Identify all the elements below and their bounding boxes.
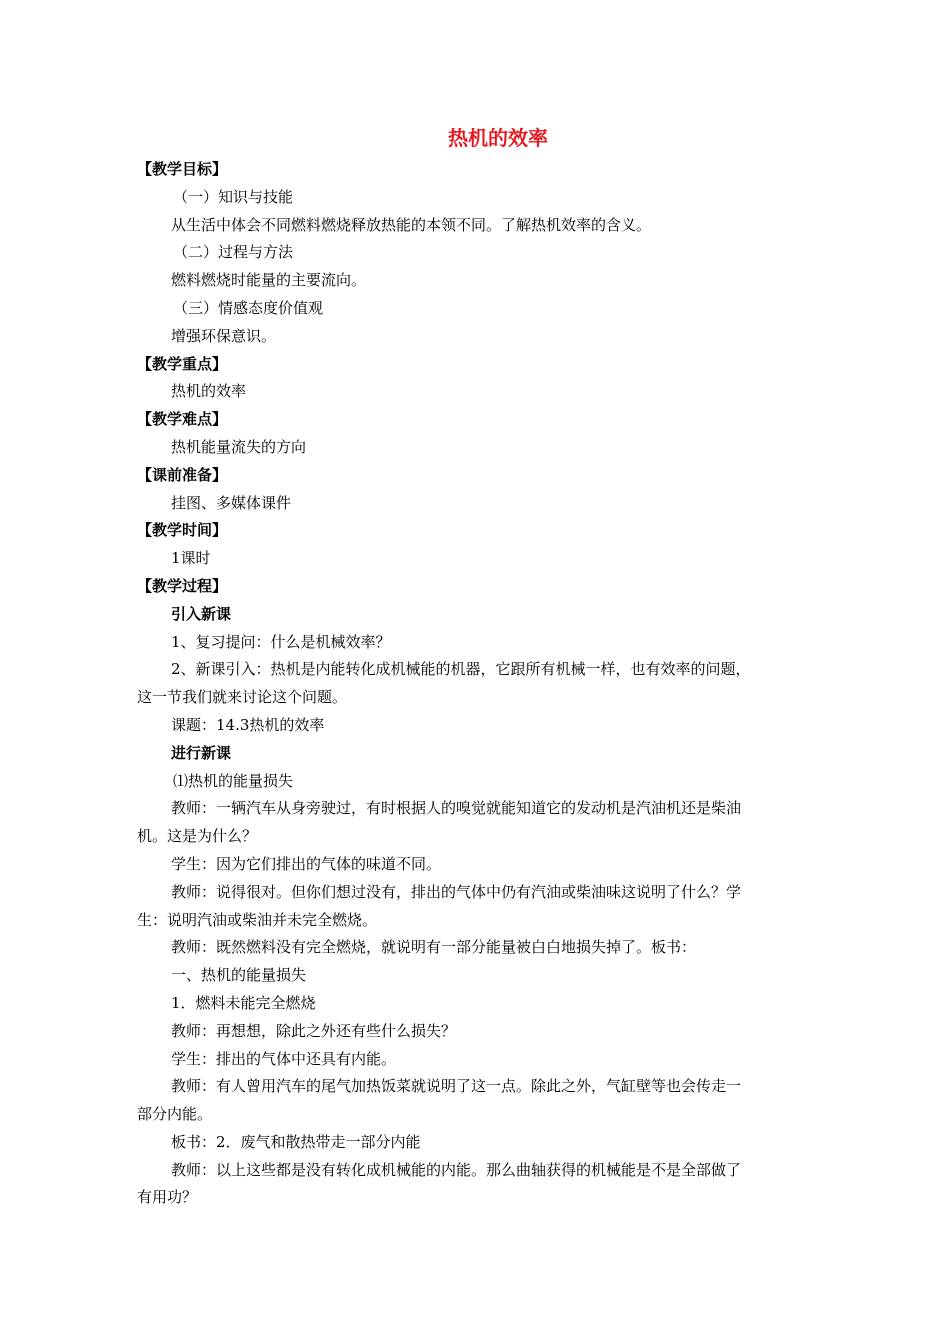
text-line: 课题：14.3热机的效率 bbox=[171, 715, 325, 734]
objective-subheading: （一）知识与技能 bbox=[173, 187, 294, 206]
section-heading: 【教学目标】 bbox=[137, 160, 228, 178]
objective-subheading: （二）过程与方法 bbox=[173, 243, 294, 262]
text-line: 教师：一辆汽车从身旁驶过，有时根据人的嗅觉就能知道它的发动机是汽油机还是柴油 bbox=[171, 799, 742, 818]
text-line: 从生活中体会不同燃料燃烧释放热能的本领不同。了解热机效率的含义。 bbox=[171, 215, 652, 234]
document-title: 热机的效率 bbox=[448, 126, 548, 150]
subsection-heading: 引入新课 bbox=[171, 604, 232, 623]
text-line: 热机能量流失的方向 bbox=[171, 437, 307, 456]
text-line: 燃料燃烧时能量的主要流向。 bbox=[171, 271, 367, 290]
text-line: 2、新课引入：热机是内能转化成机械能的机器，它跟所有机械一样，也有效率的问题， bbox=[171, 660, 751, 679]
objective-subheading: ⑴热机的能量损失 bbox=[173, 771, 294, 790]
section-heading: 【教学重点】 bbox=[137, 354, 228, 373]
subsection-heading: 进行新课 bbox=[171, 743, 232, 762]
text-line: 教师：有人曾用汽车的尾气加热饭菜就说明了这一点。除此之外，气缸壁等也会传走一 bbox=[171, 1077, 742, 1096]
section-heading: 【教学难点】 bbox=[137, 410, 228, 429]
text-line: 1．燃料未能完全燃烧 bbox=[171, 993, 316, 1012]
text-line: 1、复习提问：什么是机械效率？ bbox=[171, 632, 391, 651]
text-line: 教师：说得很对。但你们想过没有，排出的气体中仍有汽油或柴油味这说明了什么？学 bbox=[171, 882, 742, 901]
text-line: 学生：因为它们排出的气体的味道不同。 bbox=[171, 854, 442, 873]
text-line: 教师：以上这些都是没有转化成机械能的内能。那么曲轴获得的机械能是不是全部做了 bbox=[171, 1160, 742, 1179]
section-heading: 【课前准备】 bbox=[137, 465, 228, 484]
text-line-continuation: 生：说明汽油或柴油并未完全燃烧。 bbox=[137, 910, 378, 929]
section-heading: 【教学时间】 bbox=[137, 521, 228, 540]
text-line: 教师：既然燃料没有完全燃烧，就说明有一部分能量被白白地损失掉了。板书： bbox=[171, 938, 697, 957]
document-body bbox=[137, 156, 827, 1212]
text-line: 挂图、多媒体课件 bbox=[171, 493, 292, 512]
text-line: 教师：再想想，除此之外还有些什么损失？ bbox=[171, 1021, 457, 1040]
text-line-continuation: 机。这是为什么？ bbox=[137, 827, 258, 846]
text-line: 增强环保意识。 bbox=[171, 326, 277, 345]
objective-subheading: （三）情感态度价值观 bbox=[173, 298, 324, 317]
text-line: 热机的效率 bbox=[171, 382, 247, 401]
text-line: 板书：2．废气和散热带走一部分内能 bbox=[171, 1132, 421, 1151]
section-heading: 【教学过程】 bbox=[137, 576, 228, 595]
text-line: 学生：排出的气体中还具有内能。 bbox=[171, 1049, 397, 1068]
text-line-continuation: 部分内能。 bbox=[137, 1105, 213, 1124]
text-line-continuation: 有用功？ bbox=[137, 1188, 198, 1207]
text-line-continuation: 这一节我们就来讨论这个问题。 bbox=[137, 688, 348, 707]
text-line: 1课时 bbox=[171, 549, 211, 568]
text-line: 一、热机的能量损失 bbox=[171, 966, 307, 985]
